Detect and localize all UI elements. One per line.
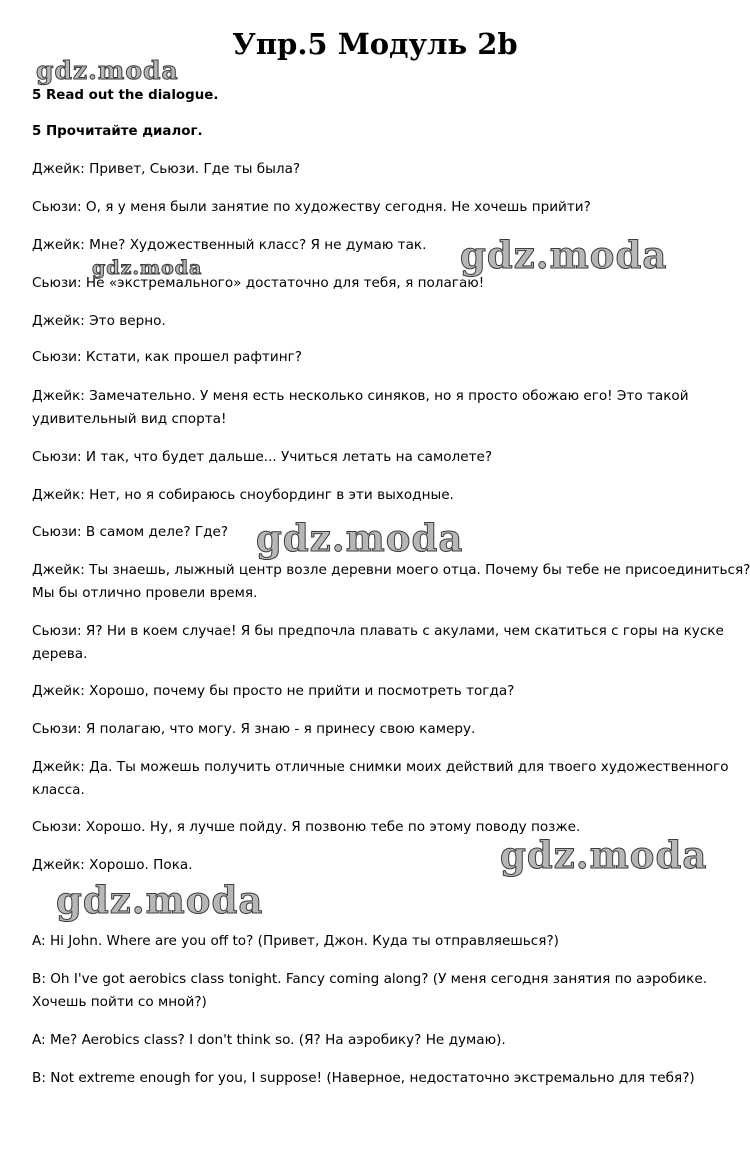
dialogue-line: Джейк: Привет, Сьюзи. Где ты была? [32, 161, 301, 177]
dialogue-line: Сьюзи: Кстати, как прошел рафтинг? [32, 349, 302, 365]
dialogue-line: Мы бы отлично провели время. [32, 585, 258, 601]
dialogue-line: Сьюзи: О, я у меня были занятие по художеству сегодня. Не хочешь прийти? [32, 199, 591, 215]
dialogue-line: Сьюзи: Я полагаю, что могу. Я знаю - я принесу свою камеру. [32, 721, 476, 737]
dialogue-line: Джейк: Хорошо, почему бы просто не прийти и посмотреть тогда? [32, 683, 515, 699]
dialogue-line: Сьюзи: Я? Ни в коем случае! Я бы предпочла плавать с акулами, чем скатиться с горы на куске [32, 623, 724, 639]
watermark-logo: gdz.moda [92, 257, 203, 279]
watermark-logo: gdz.moda [56, 878, 264, 922]
dialogue-line: Джейк: Это верно. [32, 313, 166, 329]
watermark-logo: gdz.moda [460, 233, 668, 277]
dialogue-line: Сьюзи: Не «экстремального» достаточно для тебя, я полагаю! [32, 275, 485, 291]
dialogue-line: Сьюзи: Хорошо. Ну, я лучше пойду. Я позвоню тебе по этому поводу позже. [32, 819, 581, 835]
dialogue-line: Сьюзи: В самом деле? Где? [32, 524, 229, 540]
dialogue-line: Джейк: Замечательно. У меня есть несколько синяков, но я просто обожаю его! Это такой [32, 388, 689, 404]
task-heading-ru: 5 Прочитайте диалог. [32, 124, 203, 139]
dialogue-line: Джейк: Нет, но я собираюсь сноубординг в эти выходные. [32, 487, 454, 503]
watermark-logo: gdz.moda [256, 516, 464, 560]
dialogue-line: B: Not extreme enough for you, I suppose! (Наверное, недостаточно экстремально для тебя?) [32, 1070, 695, 1086]
dialogue-line: Джейк: Хорошо. Пока. [32, 857, 193, 873]
watermark-logo: gdz.moda [36, 56, 179, 85]
dialogue-line: B: Oh I've got aerobics class tonight. Fancy coming along? (У меня сегодня занятия по аэробике. [32, 971, 708, 987]
dialogue-line: дерева. [32, 646, 88, 662]
dialogue-line: Джейк: Мне? Художественный класс? Я не думаю так. [32, 237, 427, 253]
dialogue-line: A: Me? Aerobics class? I don't think so. (Я? На аэробику? Не думаю). [32, 1032, 506, 1048]
dialogue-line: Хочешь пойти со мной?) [32, 994, 207, 1010]
dialogue-line: Джейк: Да. Ты можешь получить отличные снимки моих действий для твоего художественного [32, 759, 729, 775]
dialogue-line: Джейк: Ты знаешь, лыжный центр возле деревни моего отца. Почему бы тебе не присоединиться? [32, 562, 750, 578]
dialogue-line: класса. [32, 782, 85, 798]
dialogue-line: Сьюзи: И так, что будет дальше... Учиться летать на самолете? [32, 449, 493, 465]
task-heading-en: 5 Read out the dialogue. [32, 88, 219, 103]
watermark-logo: gdz.moda [500, 833, 708, 877]
page-title: Упр.5 Модуль 2b [232, 27, 518, 61]
dialogue-line: A: Hi John. Where are you off to? (Привет, Джон. Куда ты отправляешься?) [32, 933, 559, 949]
dialogue-line: удивительный вид спорта! [32, 411, 227, 427]
